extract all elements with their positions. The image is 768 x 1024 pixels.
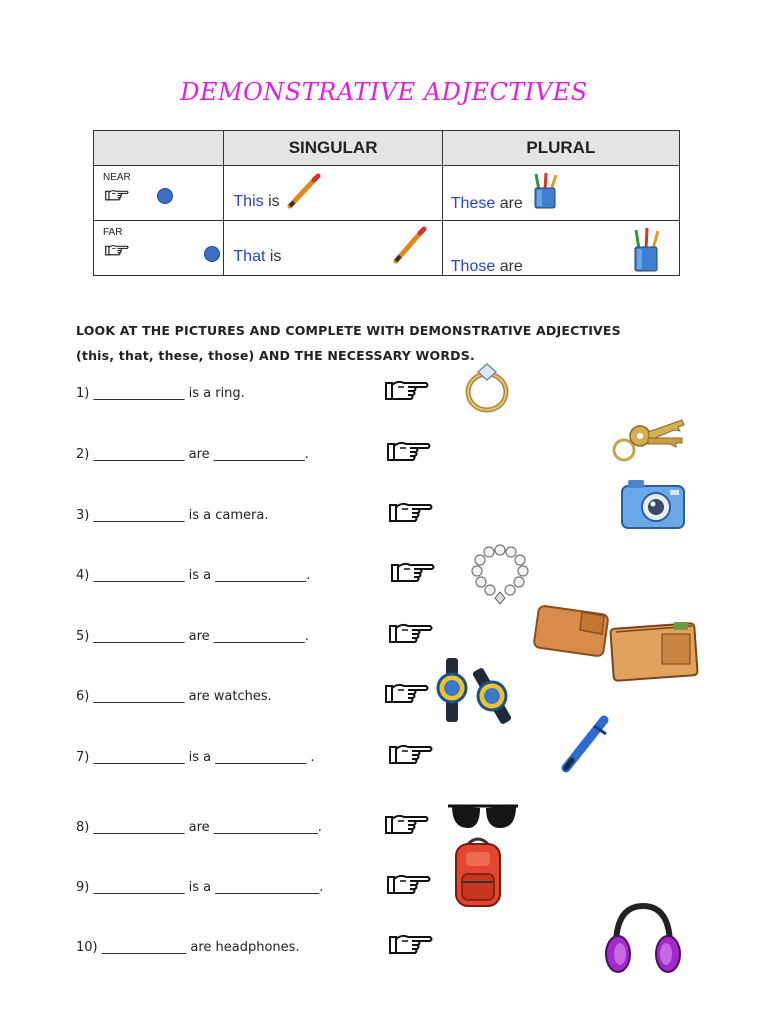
pointing-hand-icon: [388, 931, 434, 957]
pointing-hand-icon: [390, 559, 436, 585]
pen-icon: [558, 712, 614, 774]
exercise-5[interactable]: 5) ______________ are ______________.: [76, 629, 309, 644]
near-plural-phrase: [451, 195, 523, 213]
exercise-9[interactable]: 9) ______________ is a ________________.: [76, 880, 324, 895]
pointing-hand-icon: [384, 811, 430, 837]
near-plural-cell: [442, 166, 679, 221]
verb-is: is: [269, 248, 282, 265]
instructions-line1: LOOK AT THE PICTURES AND COMPLETE WITH DEMONSTRATIVE ADJECTIVES: [76, 323, 621, 338]
verb-are: are: [499, 195, 523, 212]
header-singular: SINGULAR: [224, 131, 442, 166]
instructions: [76, 318, 716, 368]
camera-icon: [620, 476, 686, 532]
far-dot-icon: [204, 246, 220, 262]
demonstratives-table: [93, 130, 680, 276]
pencil-cup-icon: [631, 227, 663, 273]
pencil-icon: [286, 172, 324, 210]
pointing-hand-icon: [384, 680, 430, 706]
pointing-hand-icon: [386, 438, 432, 464]
header-plural: PLURAL: [442, 131, 679, 166]
far-singular-cell: [224, 221, 442, 276]
pointing-hand-icon: [388, 499, 434, 525]
word-those: Those: [450, 258, 496, 275]
far-cell: [94, 221, 224, 276]
ring-icon: [462, 360, 514, 414]
bracelet-icon: [468, 542, 532, 606]
exercise-3[interactable]: 3) ______________ is a camera.: [76, 508, 269, 523]
far-plural-phrase: [451, 258, 523, 276]
wallets-icon: [532, 600, 700, 684]
word-this: This: [233, 193, 264, 210]
exercise-4[interactable]: 4) ______________ is a ______________.: [76, 568, 311, 583]
pointing-hand-icon: [384, 377, 430, 403]
exercise-8[interactable]: 8) ______________ are ________________.: [76, 820, 322, 835]
pointing-hand-icon: [104, 188, 130, 202]
near-singular-phrase: [233, 193, 279, 211]
pointing-hand-icon: [388, 741, 434, 767]
pointing-hand-icon: [386, 871, 432, 897]
far-plural-cell: [442, 221, 679, 276]
header-empty: [94, 131, 224, 166]
table-row-far: [94, 221, 680, 276]
instructions-line2: (this, that, these, those) AND THE NECESSARY WORDS.: [76, 348, 475, 363]
exercise-6[interactable]: 6) ______________ are watches.: [76, 689, 272, 704]
pointing-hand-icon: [104, 243, 130, 257]
near-cell: [94, 166, 224, 221]
keys-icon: [610, 410, 688, 466]
table-header-row: [94, 131, 680, 166]
word-these: These: [450, 195, 496, 212]
backpack-icon: [452, 836, 504, 908]
far-singular-phrase: [233, 248, 281, 266]
exercise-7[interactable]: 7) ______________ is a ______________ .: [76, 750, 315, 765]
verb-is: is: [268, 193, 280, 210]
pencil-icon: [392, 225, 430, 265]
headphones-icon: [600, 898, 686, 984]
near-dot-icon: [157, 188, 173, 204]
exercise-1[interactable]: 1) ______________ is a ring.: [76, 386, 245, 401]
exercise-2[interactable]: 2) ______________ are ______________.: [76, 447, 309, 462]
pointing-hand-icon: [388, 620, 434, 646]
table-row-near: [94, 166, 680, 221]
watches-icon: [436, 656, 526, 726]
page-title: DEMONSTRATIVE ADJECTIVES: [180, 78, 588, 106]
verb-are: are: [499, 258, 523, 275]
exercise-10[interactable]: 10) _____________ are headphones.: [76, 940, 300, 955]
near-singular-cell: [224, 166, 442, 221]
pencil-cup-icon: [531, 172, 561, 212]
near-label: NEAR: [103, 172, 131, 183]
word-that: That: [233, 248, 266, 265]
sunglasses-icon: [446, 800, 520, 834]
far-label: FAR: [103, 227, 123, 238]
